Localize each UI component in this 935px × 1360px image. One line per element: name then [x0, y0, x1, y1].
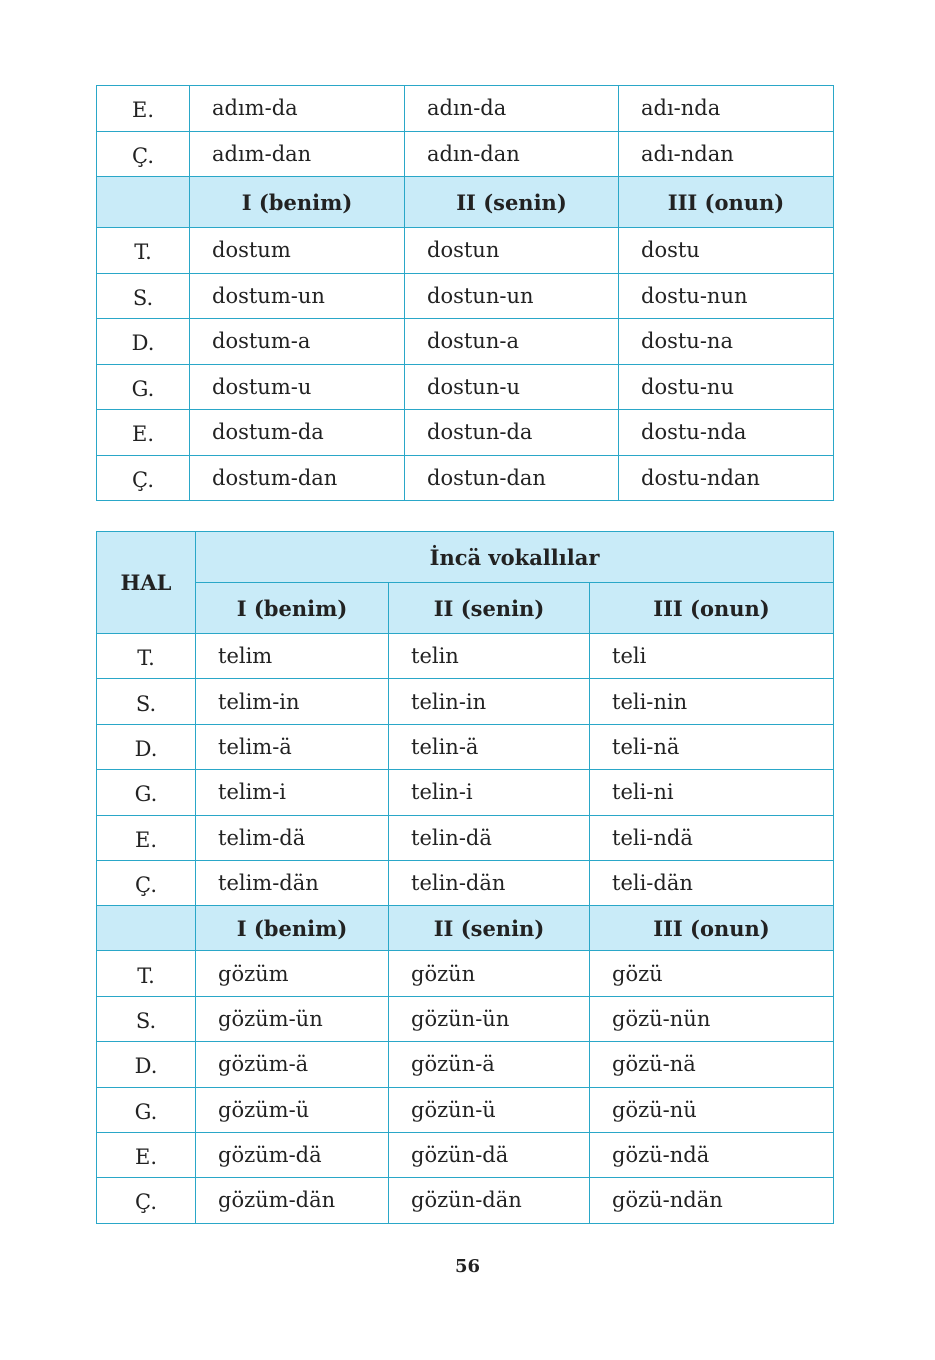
- form-cell: dostum: [190, 228, 405, 274]
- form-cell: telim-in: [196, 679, 389, 724]
- table-row: [97, 1042, 834, 1087]
- case-cell: E.: [97, 1132, 196, 1177]
- table-row: [97, 951, 834, 996]
- form-cell: gözüm-ü: [196, 1087, 389, 1132]
- case-cell: E.: [97, 815, 196, 860]
- form-cell: dostun-da: [405, 410, 619, 456]
- case-cell: T.: [97, 228, 190, 274]
- declension-table-1: [96, 85, 834, 501]
- form-cell: adı-nda: [619, 86, 834, 132]
- table-row: [97, 364, 834, 410]
- form-cell: telim: [196, 634, 389, 679]
- table-row: [97, 228, 834, 274]
- form-cell: teli-dän: [590, 860, 834, 905]
- case-cell: E.: [97, 410, 190, 456]
- form-cell: gözü-ndän: [590, 1178, 834, 1223]
- table-row: [97, 679, 834, 724]
- table-row: [97, 996, 834, 1041]
- form-cell: gözün-dä: [389, 1132, 590, 1177]
- form-cell: gözü: [590, 951, 834, 996]
- form-cell: gözüm: [196, 951, 389, 996]
- header-person-2: II (senin): [405, 177, 619, 228]
- form-cell: dostum-da: [190, 410, 405, 456]
- case-cell: E.: [97, 86, 190, 132]
- form-cell: teli-ni: [590, 770, 834, 815]
- form-cell: adı-ndan: [619, 131, 834, 177]
- form-cell: gözüm-dän: [196, 1178, 389, 1223]
- form-cell: dostun-dan: [405, 455, 619, 501]
- case-cell: T.: [97, 634, 196, 679]
- table-row: [97, 724, 834, 769]
- form-cell: gözün: [389, 951, 590, 996]
- form-cell: adım-dan: [190, 131, 405, 177]
- header-empty-cell: [97, 906, 196, 951]
- form-cell: gözü-nü: [590, 1087, 834, 1132]
- form-cell: teli-nin: [590, 679, 834, 724]
- header-row: [97, 906, 834, 951]
- form-cell: dostu-na: [619, 319, 834, 365]
- form-cell: telin-dä: [389, 815, 590, 860]
- case-cell: G.: [97, 770, 196, 815]
- table-row: [97, 1178, 834, 1223]
- form-cell: telin: [389, 634, 590, 679]
- form-cell: dostun-un: [405, 273, 619, 319]
- form-cell: adın-da: [405, 86, 619, 132]
- form-cell: teli-nä: [590, 724, 834, 769]
- case-cell: S.: [97, 679, 196, 724]
- form-cell: telim-dän: [196, 860, 389, 905]
- form-cell: gözüm-ün: [196, 996, 389, 1041]
- form-cell: gözüm-dä: [196, 1132, 389, 1177]
- form-cell: gözün-ä: [389, 1042, 590, 1087]
- hal-header: HAL: [97, 532, 196, 634]
- table-row: [97, 319, 834, 365]
- table-row: [97, 273, 834, 319]
- form-cell: teli-ndä: [590, 815, 834, 860]
- form-cell: dostun-u: [405, 364, 619, 410]
- form-cell: dostum-dan: [190, 455, 405, 501]
- form-cell: gözü-nün: [590, 996, 834, 1041]
- form-cell: dostu-nu: [619, 364, 834, 410]
- group-title: İncä vokallılar: [196, 532, 834, 583]
- header-row: [97, 583, 834, 634]
- table-row: [97, 455, 834, 501]
- table-row: [97, 410, 834, 456]
- case-cell: Ç.: [97, 860, 196, 905]
- header-person-1: I (benim): [196, 583, 389, 634]
- form-cell: adım-da: [190, 86, 405, 132]
- header-person-3: III (onun): [590, 906, 834, 951]
- header-person-1: I (benim): [190, 177, 405, 228]
- table-row: [97, 770, 834, 815]
- case-cell: T.: [97, 951, 196, 996]
- case-cell: D.: [97, 1042, 196, 1087]
- table-row: [97, 1087, 834, 1132]
- header-person-3: III (onun): [619, 177, 834, 228]
- header-person-1: I (benim): [196, 906, 389, 951]
- form-cell: telin-dän: [389, 860, 590, 905]
- case-cell: D.: [97, 724, 196, 769]
- form-cell: dostum-a: [190, 319, 405, 365]
- form-cell: gözün-ü: [389, 1087, 590, 1132]
- table-row: [97, 860, 834, 905]
- table-row: [97, 131, 834, 177]
- form-cell: telim-ä: [196, 724, 389, 769]
- declension-table-2: [96, 531, 834, 1224]
- form-cell: telim-i: [196, 770, 389, 815]
- form-cell: gözü-ndä: [590, 1132, 834, 1177]
- case-cell: Ç.: [97, 131, 190, 177]
- form-cell: dostu-ndan: [619, 455, 834, 501]
- header-person-2: II (senin): [389, 906, 590, 951]
- group-header-row: [97, 532, 834, 583]
- table-row: [97, 1132, 834, 1177]
- case-cell: Ç.: [97, 455, 190, 501]
- form-cell: dostu-nun: [619, 273, 834, 319]
- case-cell: G.: [97, 364, 190, 410]
- table-row: [97, 634, 834, 679]
- table-row: [97, 815, 834, 860]
- form-cell: telin-in: [389, 679, 590, 724]
- form-cell: telim-dä: [196, 815, 389, 860]
- case-cell: D.: [97, 319, 190, 365]
- header-person-2: II (senin): [389, 583, 590, 634]
- table-row: [97, 86, 834, 132]
- form-cell: dostu-nda: [619, 410, 834, 456]
- form-cell: adın-dan: [405, 131, 619, 177]
- header-person-3: III (onun): [590, 583, 834, 634]
- case-cell: S.: [97, 273, 190, 319]
- form-cell: dostun-a: [405, 319, 619, 365]
- form-cell: dostu: [619, 228, 834, 274]
- case-cell: S.: [97, 996, 196, 1041]
- form-cell: gözün-dän: [389, 1178, 590, 1223]
- page-number: 56: [454, 1256, 481, 1277]
- header-empty-cell: [97, 177, 190, 228]
- form-cell: gözün-ün: [389, 996, 590, 1041]
- form-cell: telin-ä: [389, 724, 590, 769]
- header-row: [97, 177, 834, 228]
- form-cell: telin-i: [389, 770, 590, 815]
- case-cell: Ç.: [97, 1178, 196, 1223]
- case-cell: G.: [97, 1087, 196, 1132]
- form-cell: dostum-un: [190, 273, 405, 319]
- form-cell: dostum-u: [190, 364, 405, 410]
- form-cell: gözüm-ä: [196, 1042, 389, 1087]
- form-cell: teli: [590, 634, 834, 679]
- form-cell: gözü-nä: [590, 1042, 834, 1087]
- form-cell: dostun: [405, 228, 619, 274]
